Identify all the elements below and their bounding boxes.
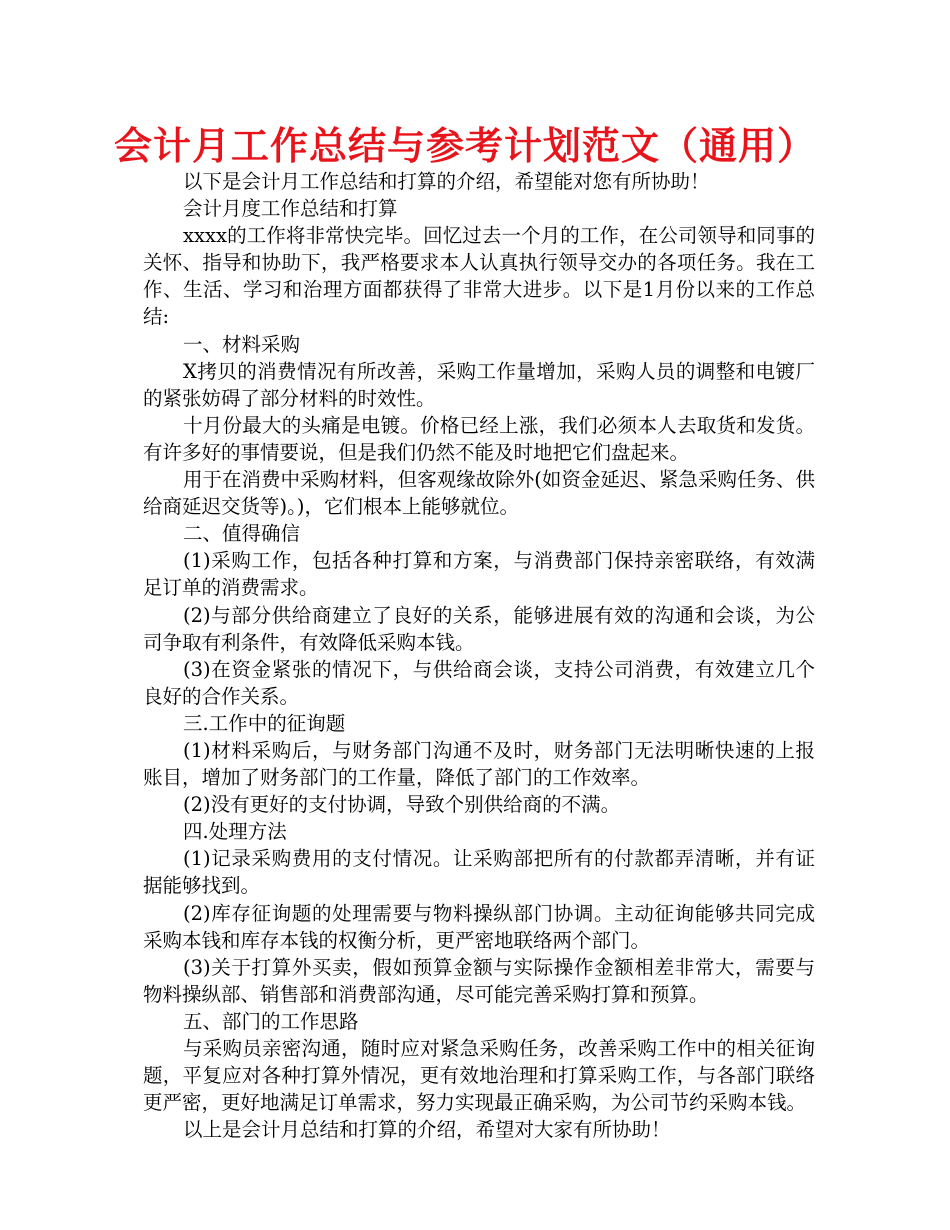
body-paragraph: 用于在消费中采购材料，但客观缘故除外(如资金延迟、紧急采购任务、供给商延迟交货等)。)，它们根本上能够就位。 bbox=[143, 468, 815, 519]
list-item: (3)关于打算外买卖，假如预算金额与实际操作金额相差非常大，需要与物料操纵部、销售部和消费部沟通，尽可能完善采购打算和预算。 bbox=[143, 955, 815, 1006]
section-heading-monthly: 会计月度工作总结和打算 bbox=[183, 197, 398, 221]
closing-paragraph: 以上是会计月总结和打算的介绍，希望对大家有所协助！ bbox=[183, 1118, 671, 1142]
list-item: (2)与部分供给商建立了良好的关系，能够进展有效的沟通和会谈，为公司争取有利条件，有效降低采购本钱。 bbox=[143, 603, 815, 654]
section-heading-1: 一、材料采购 bbox=[183, 332, 301, 356]
body-paragraph: 十月份最大的头痛是电镀。价格已经上涨，我们必须本人去取货和发货。有许多好的事情要说，但是我们仍然不能及时地把它们盘起来。 bbox=[143, 413, 815, 464]
list-item: (3)在资金紧张的情况下，与供给商会谈，支持公司消费，有效建立几个良好的合作关系。 bbox=[143, 657, 815, 708]
list-item: (1)记录采购费用的支付情况。让采购部把所有的付款都弄清晰，并有证据能够找到。 bbox=[143, 847, 815, 898]
section-heading-4: 四.处理方法 bbox=[183, 820, 287, 844]
section-heading-5: 五、部门的工作思路 bbox=[183, 1009, 359, 1033]
list-item: (1)采购工作，包括各种打算和方案，与消费部门保持亲密联络，有效满足订单的消费需求。 bbox=[143, 549, 815, 600]
list-item: (2)库存征询题的处理需要与物料操纵部门协调。主动征询能够共同完成采购本钱和库存本钱的权衡分析，更严密地联络两个部门。 bbox=[143, 901, 815, 952]
body-paragraph: X拷贝的消费情况有所改善，采购工作量增加，采购人员的调整和电镀厂的紧张妨碍了部分材料的时效性。 bbox=[143, 359, 815, 410]
list-item: (2)没有更好的支付协调，导致个别供给商的不满。 bbox=[183, 793, 621, 817]
section-heading-3: 三.工作中的征询题 bbox=[183, 711, 346, 735]
section-heading-2: 二、值得确信 bbox=[183, 522, 301, 546]
document-title: 会计月工作总结与参考计划范文（通用） bbox=[113, 124, 816, 168]
intro-paragraph: 以下是会计月工作总结和打算的介绍，希望能对您有所协助！ bbox=[183, 170, 710, 193]
list-item: (1)材料采购后，与财务部门沟通不及时，财务部门无法明晰快速的上报账目，增加了财务部门的工作量，降低了部门的工作效率。 bbox=[143, 738, 815, 790]
body-paragraph: xxxx的工作将非常快完毕。回忆过去一个月的工作，在公司领导和同事的关怀、指导和协助下，我严格要求本人认真执行领导交办的各项任务。我在工作、生活、学习和治理方面都获得了非常大进步。以下是1月份以来的工作总结: bbox=[143, 224, 815, 329]
body-paragraph: 与采购员亲密沟通，随时应对紧急采购任务，改善采购工作中的相关征询题，平复应对各种打算外情况，更有效地治理和打算采购工作，与各部门联络更严密，更好地满足订单需求，努力实现最正确采购，为公司节约采购本钱。 bbox=[143, 1037, 815, 1115]
document-body bbox=[143, 168, 815, 1143]
